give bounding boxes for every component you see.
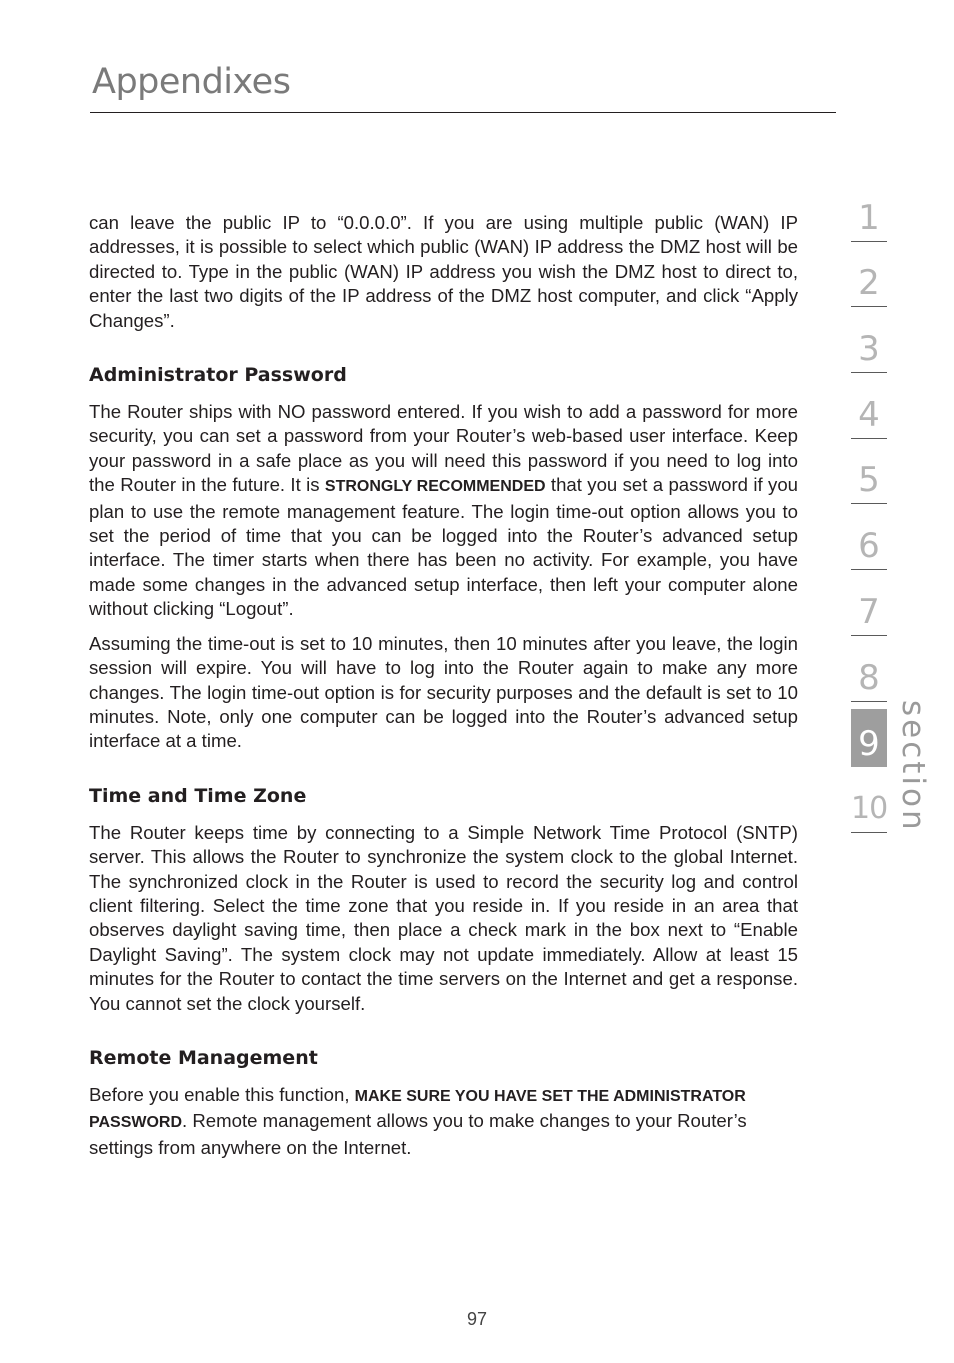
section-tab-9-active[interactable]	[851, 702, 887, 768]
admin-password-warning-emphasis: MAKE SURE YOU HAVE SET THE ADMINISTRATOR PASSWORD	[89, 1087, 746, 1132]
remote-management-heading: Remote Management	[89, 1046, 318, 1069]
section-tab-number: 8	[858, 657, 880, 698]
section-tab-number: 4	[858, 394, 880, 435]
section-tab-2[interactable]	[851, 242, 887, 308]
time-zone-paragraph: The Router keeps time by connecting to a Simple Network Time Protocol (SNTP) server. This allows the Router to synchronize the system clock to the global Internet. The synchronized clock in the Router is used to record the security log and control client filtering. Select the time zone that you reside in. If you reside in an area that observes daylight saving time, then place a check mark in the box next to “Enable Daylight Saving”. The system clock may not update immediately. Allow at least 15 minutes for the Router to contact the time servers on the Internet and get a response. You cannot set the clock yourself.	[89, 821, 798, 1014]
remote-management-paragraph	[89, 1083, 798, 1160]
section-tab-number: 1	[858, 197, 880, 238]
section-tab-number: 3	[858, 329, 880, 370]
section-tab-10[interactable]	[851, 767, 887, 833]
section-tab-4[interactable]	[851, 373, 887, 439]
section-tab-number: 10	[851, 790, 888, 826]
section-tab-7[interactable]	[851, 570, 887, 636]
section-label: section	[895, 700, 931, 833]
section-tab-8[interactable]	[851, 636, 887, 702]
admin-password-text-after: that you set a password if you plan to use the remote management feature. The login time-out option allows you to set the period of time that you can be logged into the Router’s advanced setup interface. The timer starts when there has been no activity. For example, you have made some changes in the advanced setup interface, then left your computer alone without clicking “Logout”.	[89, 474, 798, 620]
section-tab-number: 9	[858, 724, 880, 765]
section-tab-number: 6	[858, 526, 880, 567]
page-number: 97	[466, 1309, 488, 1329]
admin-password-paragraph-1	[89, 400, 798, 622]
section-tab-6[interactable]	[851, 504, 887, 570]
section-tabs	[851, 176, 887, 833]
admin-password-heading: Administrator Password	[89, 364, 347, 387]
intro-paragraph: can leave the public IP to “0.0.0.0”. If you are using multiple public (WAN) IP addresses, it is possible to select which public (WAN) IP address the DMZ host will be directed to. Type in the public (WAN) IP address you wish the DMZ host to direct to, enter the last two digits of the IP address of the DMZ host computer, and click “Apply Changes”.	[89, 212, 798, 331]
section-tab-number: 2	[858, 263, 880, 304]
time-zone-heading: Time and Time Zone	[89, 784, 307, 807]
remote-management-text-after: . Remote management allows you to make changes to your Router’s settings from anywhere on the Internet.	[89, 1110, 747, 1158]
section-tab-number: 7	[858, 591, 880, 632]
remote-management-text-before: Before you enable this function,	[89, 1083, 355, 1105]
page-header-title: Appendixes	[92, 62, 291, 102]
admin-password-text-before: The Router ships with NO password entered. If you wish to add a password for more security, you can set a password from your Router’s web-based user interface. Keep your password in a safe place as you will need this password if you need to log into the Router in the future. It is	[89, 401, 798, 496]
header-divider	[90, 112, 836, 113]
section-tab-1[interactable]	[851, 176, 887, 242]
section-tab-5[interactable]	[851, 439, 887, 505]
strongly-recommended-emphasis: STRONGLY RECOMMENDED	[324, 478, 546, 496]
section-tab-number: 5	[858, 460, 880, 501]
section-tab-3[interactable]	[851, 307, 887, 373]
admin-password-paragraph-2: Assuming the time-out is set to 10 minutes, then 10 minutes after you leave, the login session will expire. You will have to log into the Router again to make any more changes. The login time-out option is for security purposes and the default is set to 10 minutes. Note, only one computer can be logged into the Router’s advanced setup interface at a time.	[89, 632, 798, 752]
main-content	[89, 211, 798, 1160]
